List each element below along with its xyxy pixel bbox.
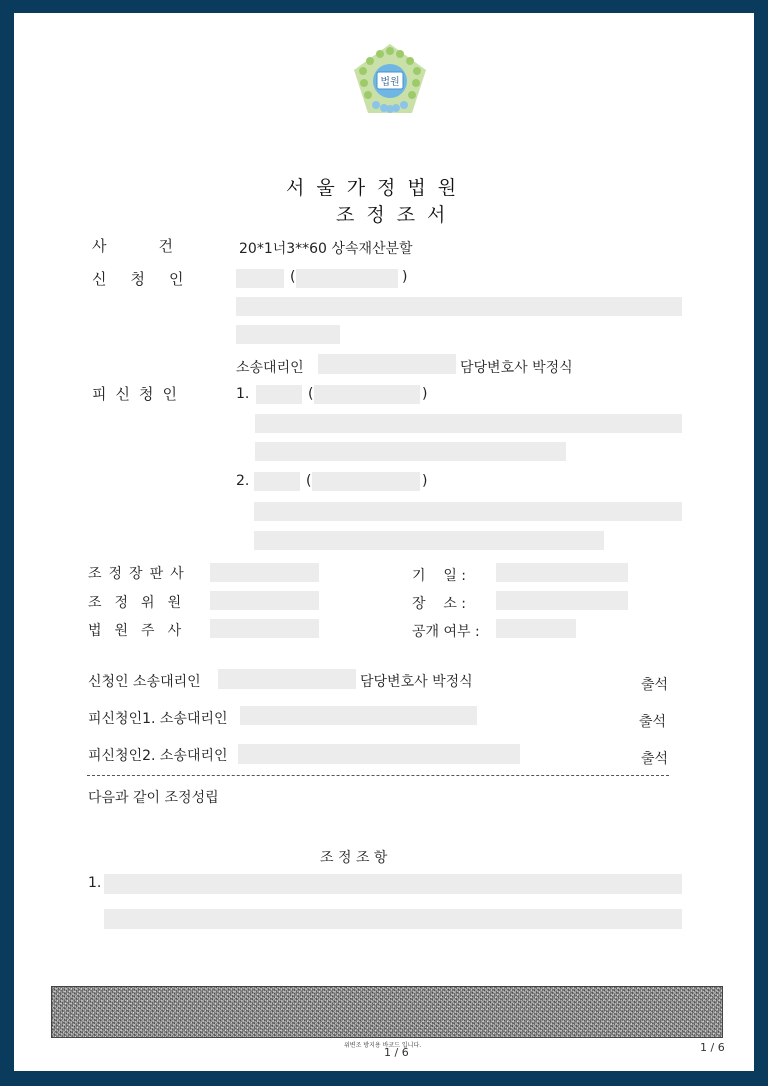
redacted-resp2-id [312,472,420,491]
attendance-row1-suffix: 담당변호사 박정식 [360,674,473,690]
redacted-attendance-row2-agent [240,706,477,725]
paren-close: ) [402,269,408,285]
paren-open: ( [290,269,296,285]
redacted-public [496,619,576,638]
attendance-row1-status: 출석 [641,677,669,693]
terms-heading: 조 정 조 항 [320,850,388,866]
attendance-row3-prefix: 피신청인2. 소송대리인 [88,748,228,764]
resp1-paren-open: ( [308,386,314,402]
redacted-resp2-address-1 [254,502,682,521]
redacted-applicant-agent [318,354,456,374]
redacted-applicant-id [296,269,398,288]
court-name: 서울가정법원 [286,177,469,199]
redacted-resp1-address-2 [255,442,566,461]
document-title: 조정조서 [336,204,458,226]
resp1-number: 1. [236,386,250,402]
document-page [14,13,754,1071]
attendance-row2-prefix: 피신청인1. 소송대리인 [88,711,228,727]
label-mediator: 조정위원 [88,595,195,611]
label-mediator-judge: 조정장판사 [88,566,191,582]
resp2-number: 2. [236,473,250,489]
attendance-row1-prefix: 신청인 소송대리인 [88,674,201,690]
label-clerk: 법원주사 [88,623,195,639]
redacted-terms-item1-line2 [104,909,682,929]
mediation-result: 다음과 같이 조정성립 [88,790,219,806]
redacted-resp1-address-1 [255,414,682,433]
case-value: 20*1너3**60 상속재산분할 [239,241,413,257]
redacted-attendance-row3-agent [238,744,520,764]
applicant-agent-prefix: 소송대리인 [236,360,304,376]
redacted-terms-item1-line1 [104,874,682,894]
resp2-paren-open: ( [306,473,312,489]
redacted-applicant-address-1 [236,297,682,316]
redacted-attendance-row1-agent [218,669,356,689]
applicant-agent-suffix: 담당변호사 박정식 [460,360,573,376]
anti-forgery-barcode [51,986,723,1038]
page-number-center: 1 / 6 [384,1046,409,1059]
redacted-resp1-id [314,385,420,404]
redacted-place [496,591,628,610]
attendance-row3-status: 출석 [641,751,669,767]
terms-item1-number: 1. [88,875,102,891]
page-number-right: 1 / 6 [700,1041,725,1054]
label-public: 공개 여부 : [412,624,480,640]
resp1-paren-close: ) [422,386,428,402]
redacted-applicant-address-2 [236,325,340,344]
label-case: 사건 [92,237,225,255]
redacted-resp1-name [256,385,302,404]
court-seal-icon [350,41,430,119]
redacted-clerk [210,619,319,638]
label-applicant: 신청인 [92,270,208,288]
barcode-caption: 위변조 방지용 바코드 입니다. [344,1042,422,1049]
seal-text: 법원 [380,77,400,88]
attendance-row2-status: 출석 [639,714,667,730]
redacted-date [496,563,628,582]
redacted-resp2-name [254,472,300,491]
redacted-mediator [210,591,319,610]
redacted-mediator-judge [210,563,319,582]
redacted-resp2-address-2 [254,531,604,550]
label-date: 기 일 : [412,568,467,584]
dashed-divider [87,775,669,776]
redacted-applicant-name [236,269,284,288]
label-place: 장 소 : [412,596,467,612]
label-respondent: 피신청인 [92,385,186,403]
resp2-paren-close: ) [422,473,428,489]
